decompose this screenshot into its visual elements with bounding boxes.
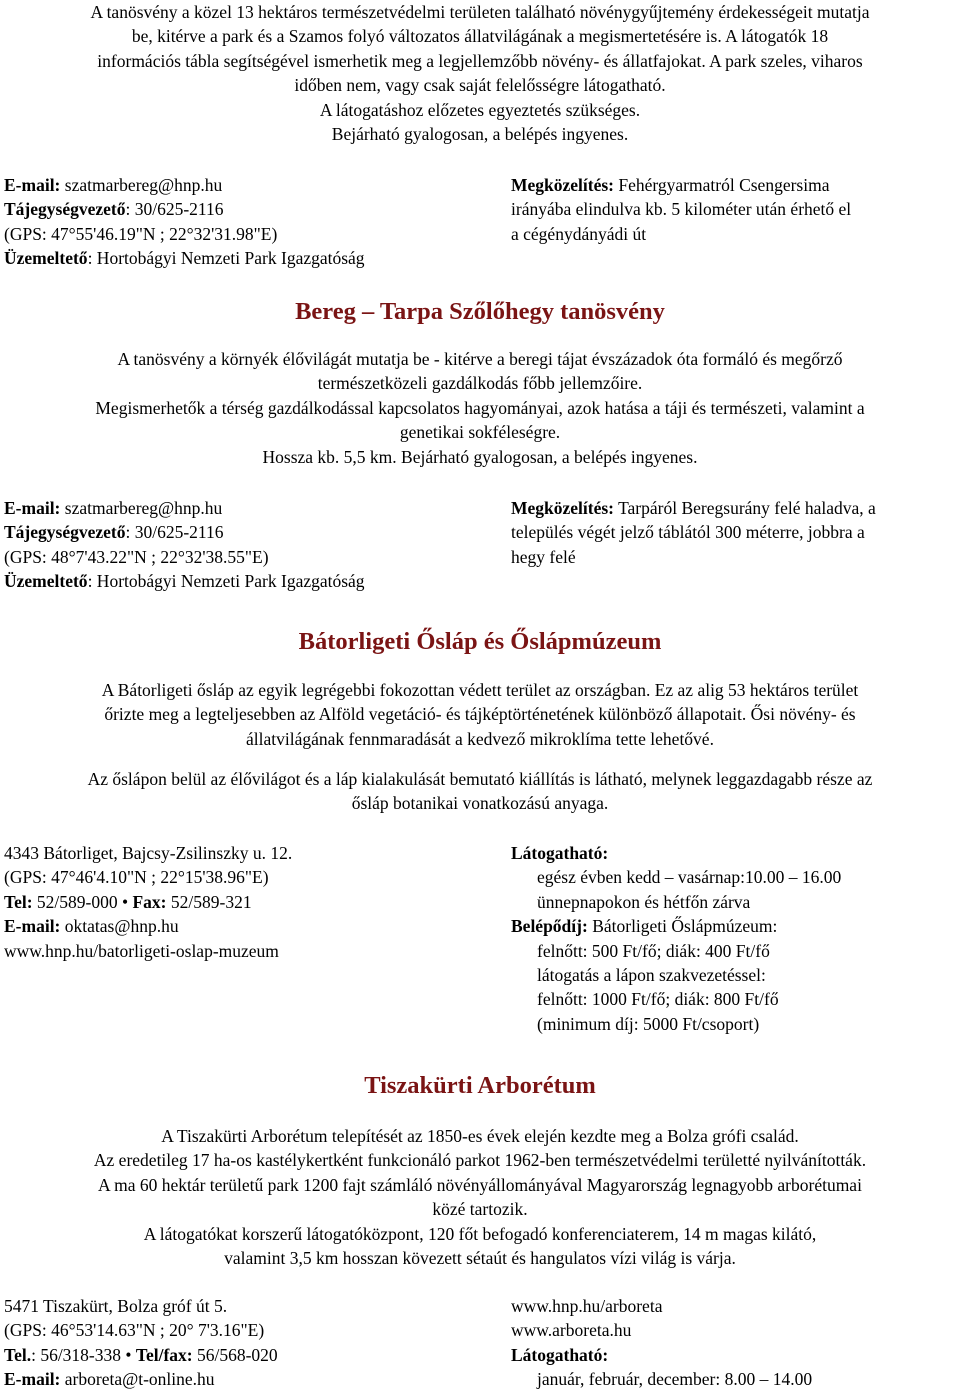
fee-heading: Belépődíj: Bátorligeti Őslápmúzeum:	[511, 916, 778, 937]
address-line: 5471 Tiszakürt, Bolza gróf út 5.	[4, 1296, 228, 1316]
email-line: E-mail: oktatas@hnp.hu	[4, 916, 179, 937]
paragraph-line: A Bátorligeti ősláp az egyik legrégebbi fokozottan védett terület az országban. Ez az alig 53 hektáros terület	[101, 680, 859, 700]
fee-line: (minimum díj: 5000 Ft/csoport)	[537, 1013, 760, 1034]
paragraph-line: A ma 60 hektár területű park 1200 fajt számláló növényállományával Magyarország legnagyobb arborétumai	[98, 1174, 862, 1195]
email-line: E-mail: szatmarbereg@hnp.hu	[4, 498, 223, 518]
section2-title: Bereg – Tarpa Szőlőhegy tanösvény	[295, 298, 665, 325]
website-link[interactable]: www.hnp.hu/arboreta	[511, 1296, 663, 1316]
address-line: 4343 Bátorliget, Bajcsy-Zsilinszky u. 12.	[4, 843, 293, 863]
paragraph-line: közé tartozik.	[432, 1199, 528, 1220]
section4-visiting-info	[511, 1294, 958, 1392]
gps-line: (GPS: 48°7'43.22"N ; 22°32'38.55"E)	[4, 546, 269, 567]
paragraph-line: természetközeli gazdálkodás főbb jellemzőire.	[317, 373, 643, 394]
intro-line: be, kitérve a park és a Szamos folyó változatos állatvilágának a megismertetésére is. A látogatók 18	[131, 26, 829, 47]
visit-heading: Látogatható:	[511, 843, 609, 863]
section4-contact	[4, 1294, 474, 1392]
paragraph-line: A látogatókat korszerű látogatóközpont, 120 főt befogadó konferenciaterem, 14 m magas kilátó,	[143, 1223, 817, 1244]
visit-heading: Látogatható:	[511, 1344, 609, 1365]
intro-paragraph	[0, 0, 960, 146]
section3-contact	[4, 841, 474, 963]
paragraph-line: Az eredetileg 17 ha-os kastélykertként funkcionáló parkot 1962-ben természetvédelmi területté nyilvánították.	[93, 1150, 867, 1171]
section3-paragraph-2	[0, 767, 960, 816]
visit-line: egész évben kedd – vasárnap:10.00 – 16.00	[537, 867, 842, 888]
email-link[interactable]: szatmarbereg@hnp.hu	[60, 175, 223, 195]
section1-contact	[4, 173, 474, 271]
approach-line: település végét jelző táblától 300 méterre, jobbra a	[511, 522, 865, 543]
approach-line: irányába elindulva kb. 5 kilométer után érhető el	[511, 199, 852, 220]
approach-line: hegy felé	[511, 546, 576, 567]
section3-title: Bátorligeti Ősláp és Őslápmúzeum	[298, 628, 662, 655]
guide-line: Tájegységvezető: 30/625-2116	[4, 522, 224, 543]
paragraph-line: ősláp botanikai vonatkozású anyaga.	[351, 793, 609, 814]
operator-line: Üzemeltető: Hortobágyi Nemzeti Park Igazgatóság	[4, 571, 365, 592]
section2-contact	[4, 496, 474, 594]
section2-approach	[511, 496, 958, 569]
approach-line: a cégénydányádi út	[511, 223, 647, 244]
visit-line: ünnepnapokon és hétfőn zárva	[537, 891, 751, 912]
gps-line: (GPS: 47°46'4.10"N ; 22°15'38.96"E)	[4, 867, 269, 888]
fee-line: látogatás a lápon szakvezetéssel:	[537, 965, 766, 986]
intro-line: A látogatáshoz előzetes egyeztetés szükséges.	[319, 99, 641, 120]
email-link[interactable]: oktatas@hnp.hu	[60, 916, 179, 937]
paragraph-line: őrizte meg a legteljesebben az Alföld vegetáció- és tájképtörténetének különböző állapotait. Ősi növény- és	[104, 704, 856, 725]
approach-line: Megközelítés: Fehérgyarmatról Csengersima	[511, 175, 830, 195]
paragraph-line: genetikai sokféleségre.	[399, 422, 561, 443]
section4-paragraph	[0, 1124, 960, 1270]
fee-line: felnőtt: 500 Ft/fő; diák: 400 Ft/fő	[537, 940, 770, 961]
email-line: E-mail: szatmarbereg@hnp.hu	[4, 175, 223, 195]
operator-line: Üzemeltető: Hortobágyi Nemzeti Park Igazgatóság	[4, 248, 365, 269]
paragraph-line: Hossza kb. 5,5 km. Bejárható gyalogosan, a belépés ingyenes.	[262, 446, 698, 467]
email-link[interactable]: szatmarbereg@hnp.hu	[60, 498, 223, 518]
phone-line: Tel.: 56/318-338 • Tel/fax: 56/568-020	[4, 1344, 278, 1365]
fee-line: felnőtt: 1000 Ft/fő; diák: 800 Ft/fő	[537, 989, 779, 1010]
paragraph-line: valamint 3,5 km hosszan kövezett sétaút és hangulatos vízi világ is várja.	[224, 1248, 736, 1269]
section2-paragraph	[0, 347, 960, 469]
paragraph-line: A tanösvény a környék élővilágát mutatja be - kitérve a beregi tájat évszázadok óta formáló és megőrző	[117, 349, 843, 369]
gps-line: (GPS: 46°53'14.63"N ; 20° 7'3.16"E)	[4, 1320, 265, 1341]
paragraph-line: állatvilágának fennmaradását a kedvező mikroklíma tette lehetővé.	[246, 728, 714, 749]
section4-title: Tiszakürti Arborétum	[364, 1072, 596, 1099]
section3-visiting-info	[511, 841, 958, 1036]
approach-line: Megközelítés: Tarpáról Beregsurány felé haladva, a	[511, 498, 876, 518]
paragraph-line: Az őslápon belül az élővilágot és a láp kialakulását bemutató kiállítás is látható, melynek leggazdagabb része az	[87, 769, 873, 789]
website-link[interactable]: www.hnp.hu/batorligeti-oslap-muzeum	[4, 940, 279, 961]
section3-paragraph-1	[0, 678, 960, 751]
email-line: E-mail: arboreta@t-online.hu	[4, 1369, 215, 1390]
visit-line: január, február, december: 8.00 – 14.00	[537, 1369, 813, 1390]
website-link[interactable]: www.arboreta.hu	[511, 1320, 632, 1341]
intro-line: A tanösvény a közel 13 hektáros természetvédelmi területen található növénygyűjtemény érdekességeit mutatja	[90, 2, 870, 22]
intro-line: időben nem, vagy csak saját felelősségre látogatható.	[294, 75, 666, 96]
paragraph-line: Megismerhetők a térség gazdálkodással kapcsolatos hagyományai, azok hatása a táji és természeti, valamint a	[95, 397, 865, 418]
paragraph-line: A Tiszakürti Arborétum telepítését az 1850-es évek elején kezdte meg a Bolza grófi család.	[161, 1126, 799, 1146]
section1-approach	[511, 173, 958, 246]
intro-line: Bejárható gyalogosan, a belépés ingyenes.	[331, 124, 629, 145]
email-link[interactable]: arboreta@t-online.hu	[60, 1369, 215, 1390]
phone-line: Tel: 52/589-000 • Fax: 52/589-321	[4, 891, 252, 912]
gps-line: (GPS: 47°55'46.19"N ; 22°32'31.98"E)	[4, 223, 278, 244]
guide-line: Tájegységvezető: 30/625-2116	[4, 199, 224, 220]
intro-line: információs tábla segítségével ismerhetik meg a legjellemzőbb növény- és állatfajokat. A park szeles, viharos	[97, 50, 863, 71]
